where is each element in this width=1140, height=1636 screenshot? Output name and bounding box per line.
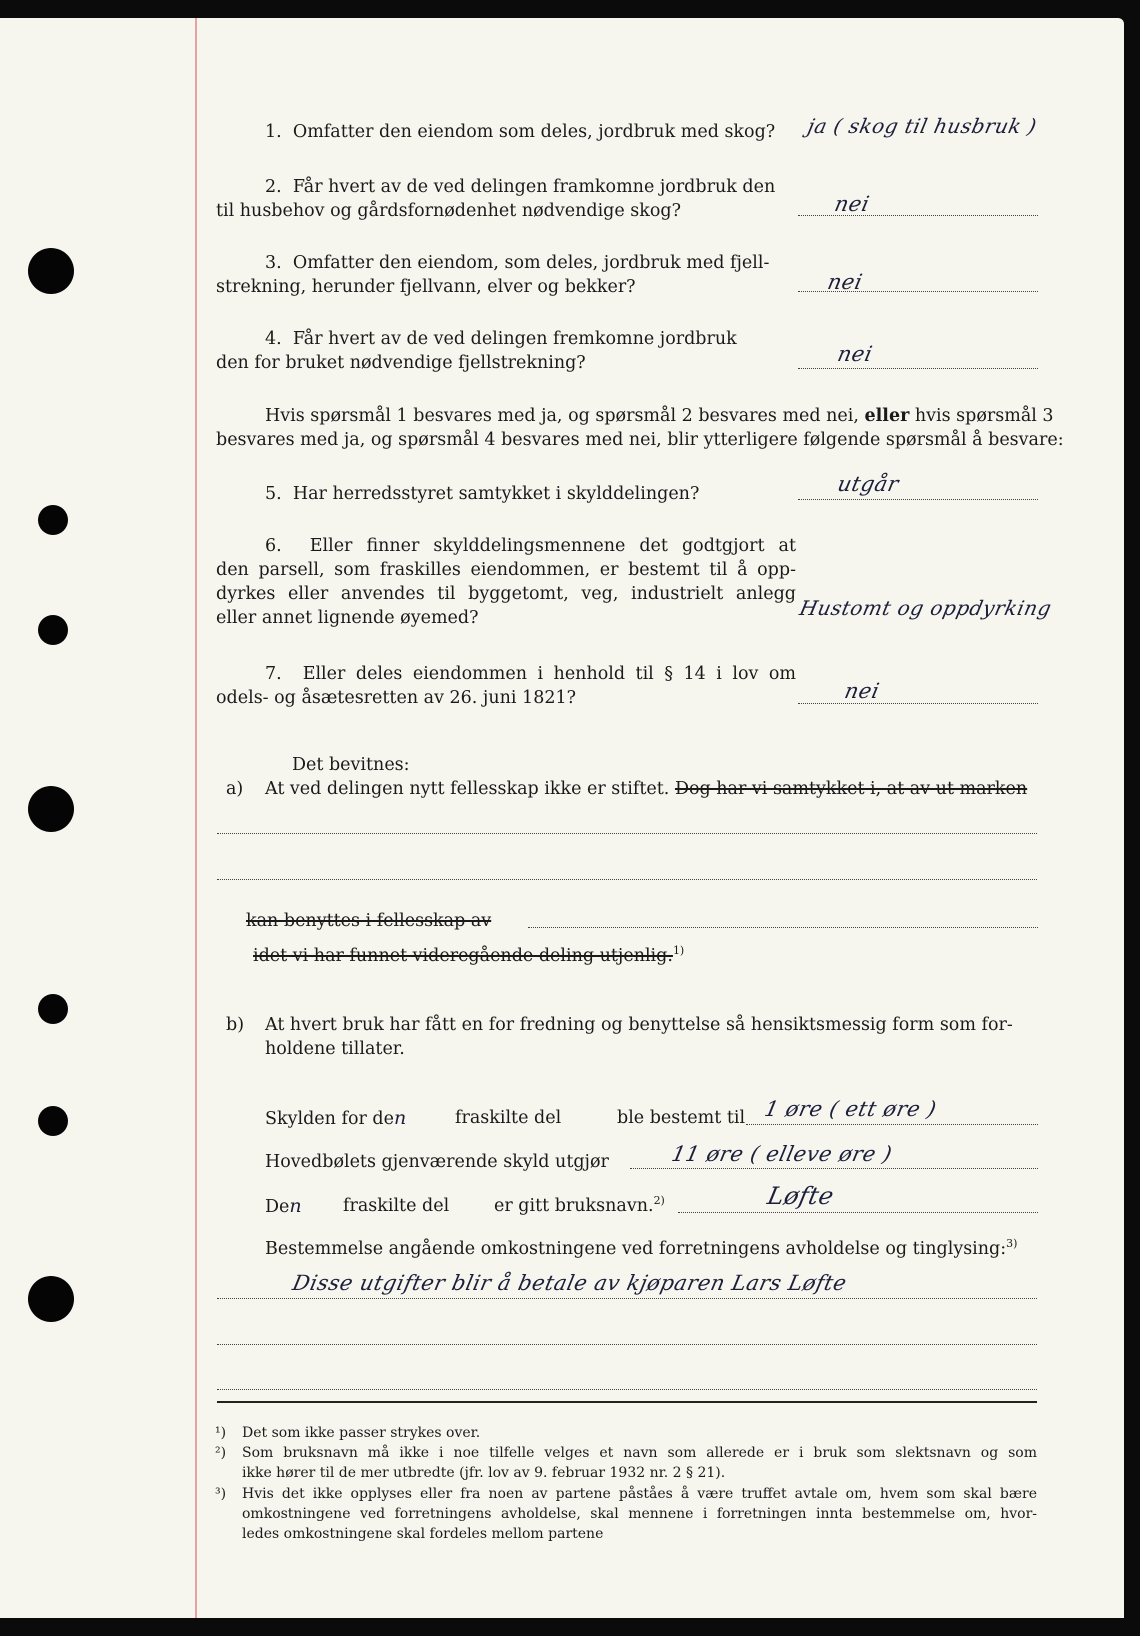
blank-line <box>528 927 1038 928</box>
blank-line <box>217 1389 1037 1390</box>
punch-hole <box>38 505 68 535</box>
question-7-line-2: odels- og åsætesretten av 26. juni 1821? <box>216 688 576 708</box>
question-3-line-1: 3. Omfatter den eiendom, som deles, jordbruk med fjell- <box>265 253 770 273</box>
punch-hole <box>38 615 68 645</box>
answer-5: utgår <box>835 472 902 496</box>
bruk-label: Den <box>265 1195 303 1217</box>
condition-line-1: Hvis spørsmål 1 besvares med ja, og spørsmål 2 besvares med nei, eller hvis spørsmål 3 <box>265 406 1054 426</box>
footnote-2-line-2: ikke hører til de mer utbredte (jfr. lov av 9. februar 1932 nr. 2 § 21). <box>242 1465 726 1481</box>
bestem-label: Bestemmelse angående omkostningene ved forretningens avholdelse og tinglysing:$^{3)}$ <box>265 1237 1018 1259</box>
attest-heading: Det bevitnes: <box>292 755 410 775</box>
skyld-label: Skylden for den <box>265 1107 407 1129</box>
blank-line <box>217 833 1037 834</box>
footnote-3-line-1: Hvis det ikke opplyses eller fra noen av partene påståes å være truffet avtale om, hvem som skal bære <box>242 1486 1037 1502</box>
blank-line <box>217 879 1037 880</box>
punch-hole <box>38 1106 68 1136</box>
struck-line-2: idet vi har funnet videregående deling utjenlig.$^{1)}$ <box>253 944 685 966</box>
question-6-line-4: eller annet lignende øyemed? <box>216 608 479 628</box>
attest-b-line-2: holdene tillater. <box>265 1039 405 1059</box>
punch-hole <box>28 248 74 294</box>
bruk-value: Løfte <box>765 1182 837 1210</box>
bestem-value: Disse utgifter blir å betale av kjøparen Lars Løfte <box>290 1271 849 1295</box>
answer-line-5 <box>798 499 1038 500</box>
question-3-line-2: strekning, herunder fjellvann, elver og bekker? <box>216 277 636 297</box>
attest-a-text: At ved delingen nytt fellesskap ikke er stiftet. Dog har vi samtykket i, at av ut marken <box>265 779 1028 799</box>
footnote-3-mark: ³) <box>215 1486 227 1502</box>
skyld-value: 1 øre ( ett øre ) <box>762 1097 939 1121</box>
punch-hole <box>28 786 74 832</box>
question-5: 5. Har herredsstyret samtykket i skylddelingen? <box>265 484 700 504</box>
question-6-line-3: dyrkes eller anvendes til byggetomt, veg, industrielt anlegg <box>216 584 796 604</box>
bruk-label-2: fraskilte del <box>343 1196 450 1216</box>
attest-b-label: b) <box>226 1015 245 1035</box>
question-6-line-1: 6. Eller finner skylddelingsmennene det godtgjort at <box>265 536 796 556</box>
field-line <box>678 1212 1038 1213</box>
question-4-line-1: 4. Får hvert av de ved delingen fremkomne jordbruk <box>265 329 737 349</box>
question-1: 1. Omfatter den eiendom som deles, jordbruk med skog? <box>265 122 776 142</box>
footnote-3-line-3: ledes omkostningene skal fordeles mellom partene <box>242 1526 604 1542</box>
footnote-1: Det som ikke passer strykes over. <box>242 1425 481 1441</box>
punch-hole <box>38 994 68 1024</box>
blank-line <box>217 1344 1037 1345</box>
condition-line-2: besvares med ja, og spørsmål 4 besvares med nei, blir ytterligere følgende spørsmål å besvare: <box>216 430 1064 450</box>
question-4-line-2: den for bruket nødvendige fjellstrekning? <box>216 353 586 373</box>
question-2-line-1: 2. Får hvert av de ved delingen framkomne jordbruk den <box>265 177 776 197</box>
hoved-value: 11 øre ( elleve øre ) <box>669 1142 895 1166</box>
footnote-2-line-1: Som bruksnavn må ikke i noe tilfelle velges et navn som allerede er i bruk som slektsnavn og som <box>242 1445 1037 1461</box>
hoved-label: Hovedbølets gjenværende skyld utgjør <box>265 1152 609 1172</box>
document-page <box>0 18 1124 1618</box>
struck-line-1: kan benyttes i fellesskap av <box>246 911 492 931</box>
question-6-line-2: den parsell, som fraskilles eiendommen, er bestemt til å opp- <box>216 560 796 580</box>
field-line <box>630 1168 1038 1169</box>
answer-4: nei <box>835 342 875 366</box>
answer-1: ja ( skog til husbruk ) <box>805 114 1040 138</box>
footnote-separator <box>217 1401 1037 1403</box>
answer-line-7 <box>798 703 1038 704</box>
red-margin-line <box>195 18 197 1618</box>
answer-2: nei <box>832 192 872 216</box>
answer-3: nei <box>825 270 865 294</box>
question-7-line-1: 7. Eller deles eiendommen i henhold til § 14 i lov om <box>265 664 796 684</box>
answer-line-4 <box>798 368 1038 369</box>
question-2-line-2: til husbehov og gårdsfornødenhet nødvendige skog? <box>216 201 681 221</box>
answer-6: Hustomt og oppdyrking <box>797 596 1054 620</box>
bruk-label-3: er gitt bruksnavn.$^{2)}$ <box>494 1194 665 1216</box>
skyld-label-3: ble bestemt til <box>617 1108 746 1128</box>
answer-7: nei <box>842 679 882 703</box>
skyld-label-2: fraskilte del <box>455 1108 562 1128</box>
attest-a-label: a) <box>226 779 244 799</box>
footnote-2-mark: ²) <box>215 1445 227 1461</box>
punch-hole <box>28 1276 74 1322</box>
blank-line <box>217 1298 1037 1299</box>
footnote-3-line-2: omkostningene ved forretningens avholdelse, skal mennene i forretningen innta bestemmelse om, hvor- <box>242 1506 1037 1522</box>
footnote-1-mark: ¹) <box>215 1425 227 1441</box>
attest-b-line-1: At hvert bruk har fått en for fredning og benyttelse så hensiktsmessig form som for- <box>265 1015 1013 1035</box>
field-line <box>746 1124 1038 1125</box>
